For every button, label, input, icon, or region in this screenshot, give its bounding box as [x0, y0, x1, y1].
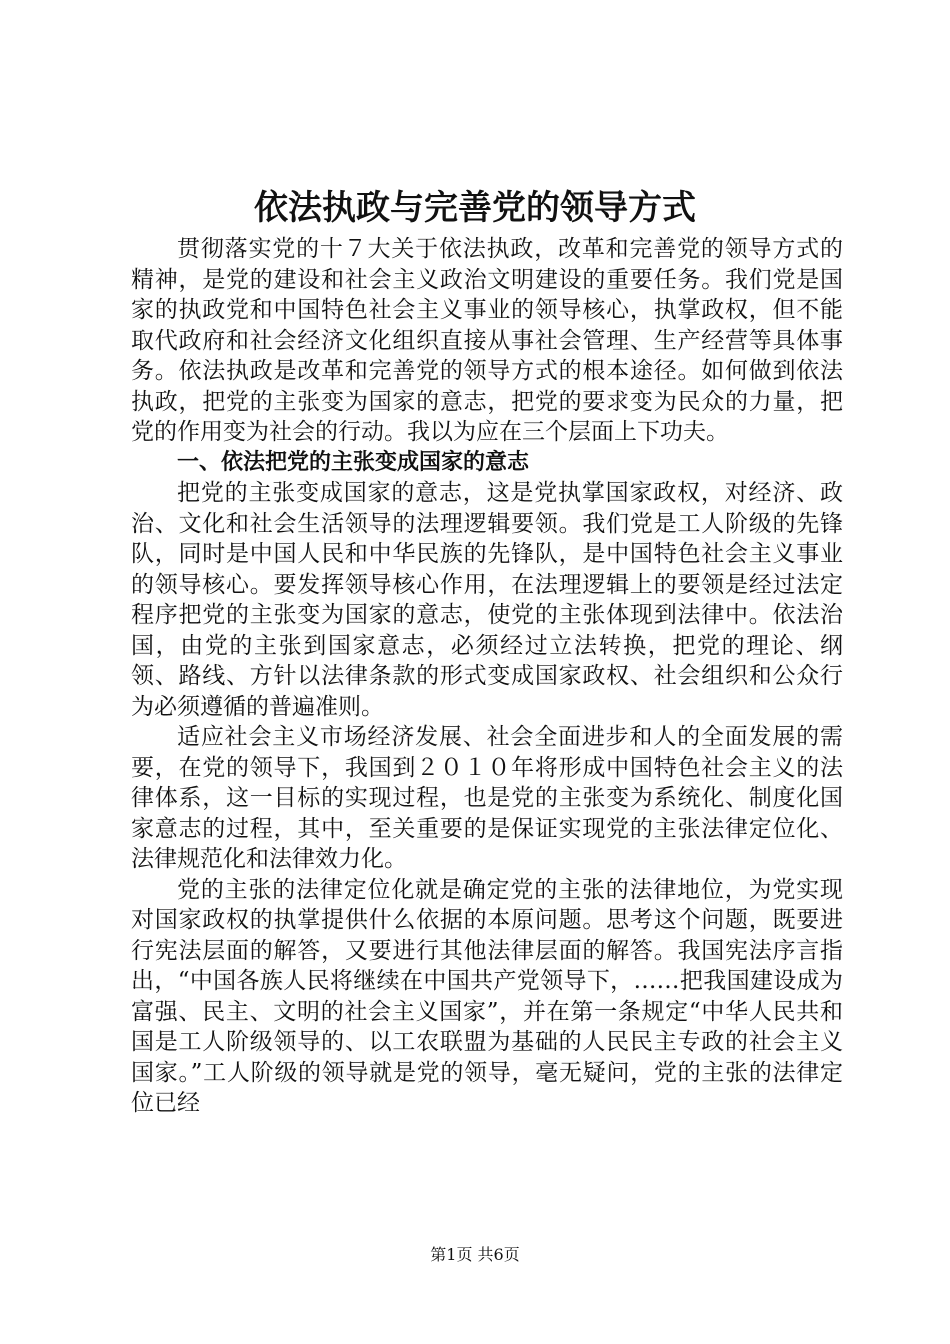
intro-paragraph: 贯彻落实党的十７大关于依法执政，改革和完善党的领导方式的精神，是党的建设和社会主义政治文明建设的重要任务。我们党是国家的执政党和中国特色社会主义事业的领导核心，执掌政权，但不能取代政府和社会经济文化组织直接从事社会管理、生产经营等具体事务。依法执政是改革和完善党的领导方式的根本途径。如何做到依法执政，把党的主张变为国家的意志，把党的要求变为民众的力量，把党的作用变为社会的行动。我以为应在三个层面上下功夫。 — [131, 236, 843, 445]
document-title: 依法执政与完善党的领导方式 — [254, 188, 696, 228]
document-body — [131, 234, 843, 1119]
page-number: 第1页 共6页 — [430, 1245, 520, 1264]
section-heading: 一、依法把党的主张变成国家的意志 — [177, 449, 530, 475]
section-paragraph-2: 适应社会主义市场经济发展、社会全面进步和人的全面发展的需要，在党的领导下，我国到２０１０年将形成中国特色社会主义的法律体系，这一目标的实现过程，也是党的主张变为系统化、制度化国家意志的过程，其中，至关重要的是保证实现党的主张法律定位化、法律规范化和法律效力化。 — [131, 724, 843, 872]
section-paragraph-3: 党的主张的法律定位化就是确定党的主张的法律地位，为党实现对国家政权的执掌提供什么依据的本原问题。思考这个问题，既要进行宪法层面的解答，又要进行其他法律层面的解答。我国宪法序言指出，“中国各族人民将继续在中国共产党领导下，……把我国建设成为富强、民主、文明的社会主义国家”，并在第一条规定“中华人民共和国是工人阶级领导的、以工农联盟为基础的人民民主专政的社会主义国家。”工人阶级的领导就是党的领导，毫无疑问，党的主张的法律定位已经 — [131, 876, 843, 1116]
section-paragraph-1: 把党的主张变成国家的意志，这是党执掌国家政权，对经济、政治、文化和社会生活领导的法理逻辑要领。我们党是工人阶级的先锋队，同时是中国人民和中华民族的先锋队，是中国特色社会主义事业的领导核心。要发挥领导核心作用，在法理逻辑上的要领是经过法定程序把党的主张变为国家的意志，使党的主张体现到法律中。依法治国，由党的主张到国家意志，必须经过立法转换，把党的理论、纲领、路线、方针以法律条款的形式变成国家政权、社会组织和公众行为必须遵循的普遍准则。 — [131, 480, 843, 720]
